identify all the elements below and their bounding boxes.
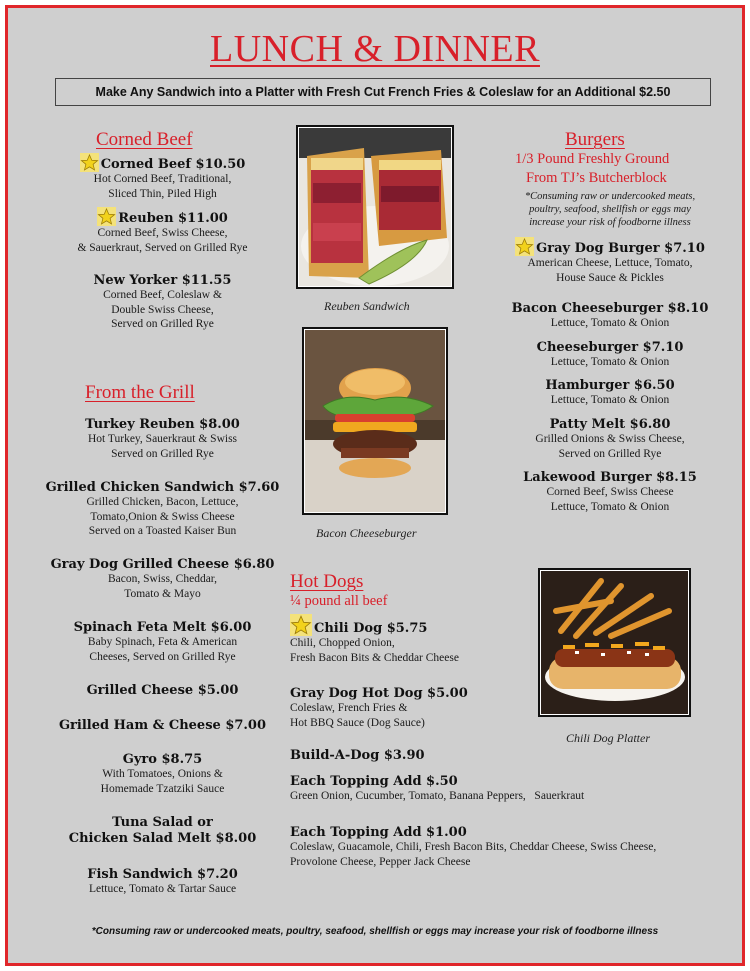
menu-item-reuben [20, 207, 305, 255]
topping-add-50 [290, 774, 584, 804]
item-desc: Corned Beef, Swiss Cheese, [97, 227, 228, 239]
item-desc: Tomato & Mayo [124, 587, 201, 600]
menu-item-new-yorker [20, 273, 305, 332]
menu-item-grilled-ham-cheese [20, 718, 305, 733]
menu-item-chili-dog [290, 614, 459, 666]
item-name: Each Topping Add $.50 [290, 774, 458, 789]
corned-beef-heading: Corned Beef [96, 129, 193, 150]
item-name: Patty Melt $6.80 [549, 417, 671, 432]
menu-item-patty-melt [490, 417, 730, 461]
reuben-caption: Reuben Sandwich [324, 299, 410, 313]
item-name: Gray Dog Hot Dog $5.00 [290, 686, 468, 701]
item-name: Chicken Salad Melt $8.00 [68, 831, 257, 846]
item-desc: Hot Turkey, Sauerkraut & Swiss [87, 433, 238, 445]
menu-item-fish-sandwich [20, 867, 305, 897]
hot-dogs-heading: Hot Dogs [290, 571, 364, 592]
item-desc: Lettuce, Tomato & Onion [550, 500, 670, 513]
item-desc: American Cheese, Lettuce, Tomato, [527, 257, 693, 269]
item-name: Corned Beef $10.50 [20, 153, 305, 172]
menu-item-turkey-reuben [20, 417, 305, 461]
menu-item-grilled-cheese [20, 683, 305, 698]
item-desc: Sliced Thin, Piled High [108, 187, 217, 200]
hot-dogs-subheading: ¼ pound all beef [290, 593, 388, 609]
burgers-heading: Burgers [565, 129, 625, 150]
promo-banner: Make Any Sandwich into a Platter with Fresh Cut French Fries & Coleslaw for an Additional $2.50 [55, 78, 711, 106]
item-desc: Corned Beef, Coleslaw & [103, 289, 222, 301]
menu-item-spinach-feta-melt [20, 620, 305, 664]
item-desc: Chili, Chopped Onion, [290, 637, 395, 649]
item-desc: Double Swiss Cheese, [111, 303, 214, 316]
item-desc: Lettuce, Tomato & Onion [550, 317, 670, 329]
item-desc: House Sauce & Pickles [556, 271, 664, 284]
item-desc: Lettuce, Tomato & Onion [550, 356, 670, 368]
menu-item-tuna-chicken-melt [20, 815, 305, 846]
item-name: Bacon Cheeseburger $8.10 [511, 301, 709, 316]
menu-item-gyro [20, 752, 305, 796]
menu-item-bacon-cheeseburger [490, 301, 730, 331]
item-desc: Bacon, Swiss, Cheddar, [107, 573, 218, 585]
item-desc: Baby Spinach, Feta & American [87, 636, 238, 648]
item-desc: Coleslaw, Guacamole, Chili, Fresh Bacon Bits, Cheddar Cheese, Swiss Cheese, [290, 841, 657, 853]
menu-item-cheeseburger [490, 340, 730, 370]
item-desc: Hot BBQ Sauce (Dog Sauce) [290, 717, 425, 729]
item-name: Tuna Salad or [112, 815, 213, 830]
item-name: New Yorker $11.55 [93, 273, 232, 288]
warning-text: poultry, seafood, shellfish or eggs may [529, 204, 691, 215]
star-icon [290, 614, 312, 636]
item-name: Cheeseburger $7.10 [536, 340, 684, 355]
menu-item-gray-dog-grilled-cheese [20, 557, 305, 601]
bacon-cheeseburger-photo [304, 329, 446, 513]
item-name: Turkey Reuben $8.00 [85, 417, 240, 432]
item-name: Lakewood Burger $8.15 [523, 470, 697, 485]
page-title: LUNCH & DINNER [210, 28, 540, 70]
item-desc: Cheeses, Served on Grilled Rye [89, 650, 236, 663]
reuben-sandwich-photo [298, 127, 452, 287]
item-desc: Coleslaw, French Fries & [290, 702, 408, 714]
menu-item-hamburger [490, 378, 730, 408]
item-name: Gray Dog Burger $7.10 [490, 237, 730, 256]
item-name: Grilled Cheese $5.00 [86, 683, 239, 698]
menu-item-lakewood-burger [490, 470, 730, 514]
star-icon [97, 207, 116, 226]
item-name: Chili Dog $5.75 [290, 614, 459, 636]
item-desc: Grilled Onions & Swiss Cheese, [535, 433, 685, 445]
menu-item-corned-beef [20, 153, 305, 201]
grill-heading: From the Grill [85, 382, 195, 403]
item-name: Build-A-Dog $3.90 [290, 748, 425, 763]
item-desc: Lettuce, Tomato & Onion [550, 394, 670, 406]
item-name: Reuben $11.00 [20, 207, 305, 226]
item-desc: Served on Grilled Rye [111, 447, 214, 460]
star-icon [80, 153, 99, 172]
menu-item-gray-dog-hot-dog [290, 686, 468, 731]
item-name: Fish Sandwich $7.20 [87, 867, 238, 882]
burgers-subheading: From TJ’s Butcherblock [526, 170, 667, 186]
item-desc: Homemade Tzatziki Sauce [100, 782, 225, 795]
item-desc: & Sauerkraut, Served on Grilled Rye [77, 241, 248, 254]
warning-text: *Consuming raw or undercooked meats, [524, 191, 696, 202]
item-name: Grilled Chicken Sandwich $7.60 [45, 480, 280, 495]
item-desc: Hot Corned Beef, Traditional, [93, 173, 232, 185]
menu-item-grilled-chicken [20, 480, 305, 539]
chili-dog-caption: Chili Dog Platter [566, 731, 650, 745]
item-desc: Tomato,Onion & Swiss Cheese [90, 510, 235, 523]
item-name: Spinach Feta Melt $6.00 [73, 620, 252, 635]
item-desc: Fresh Bacon Bits & Cheddar Cheese [290, 652, 459, 664]
item-desc: Served on Grilled Rye [558, 447, 662, 460]
item-desc: Green Onion, Cucumber, Tomato, Banana Peppers, Sauerkraut [290, 790, 585, 802]
item-name: Grilled Ham & Cheese $7.00 [58, 718, 267, 733]
chili-dog-platter-photo [540, 570, 689, 715]
item-desc: With Tomatoes, Onions & [102, 768, 223, 780]
star-icon [515, 237, 534, 256]
menu-item-build-a-dog [290, 748, 425, 763]
bacon-cheeseburger-image [305, 330, 445, 512]
bacon-cheeseburger-caption: Bacon Cheeseburger [316, 526, 417, 540]
item-desc: Corned Beef, Swiss Cheese [546, 486, 674, 498]
item-name: Hamburger $6.50 [545, 378, 675, 393]
item-name: Each Topping Add $1.00 [290, 825, 467, 840]
reuben-sandwich-image [299, 128, 451, 286]
warning-text: increase your risk of foodborne illness [529, 217, 691, 228]
burgers-warning [490, 190, 730, 229]
item-desc: Served on Grilled Rye [111, 318, 214, 330]
topping-add-100 [290, 825, 656, 870]
item-desc: Served on a Toasted Kaiser Bun [88, 525, 237, 537]
menu-item-gray-dog-burger [490, 237, 730, 285]
item-desc: Lettuce, Tomato & Tartar Sauce [88, 883, 237, 895]
burgers-subheading: 1/3 Pound Freshly Ground [515, 151, 670, 167]
item-desc: Grilled Chicken, Bacon, Lettuce, [86, 496, 239, 508]
item-name: Gray Dog Grilled Cheese $6.80 [50, 557, 275, 572]
footer-warning: *Consuming raw or undercooked meats, poultry, seafood, shellfish or eggs may increase your risk of foodborne illness [91, 926, 659, 937]
item-name: Gyro $8.75 [122, 752, 203, 767]
item-desc: Provolone Cheese, Pepper Jack Cheese [290, 856, 471, 868]
chili-dog-platter-image [541, 571, 688, 714]
